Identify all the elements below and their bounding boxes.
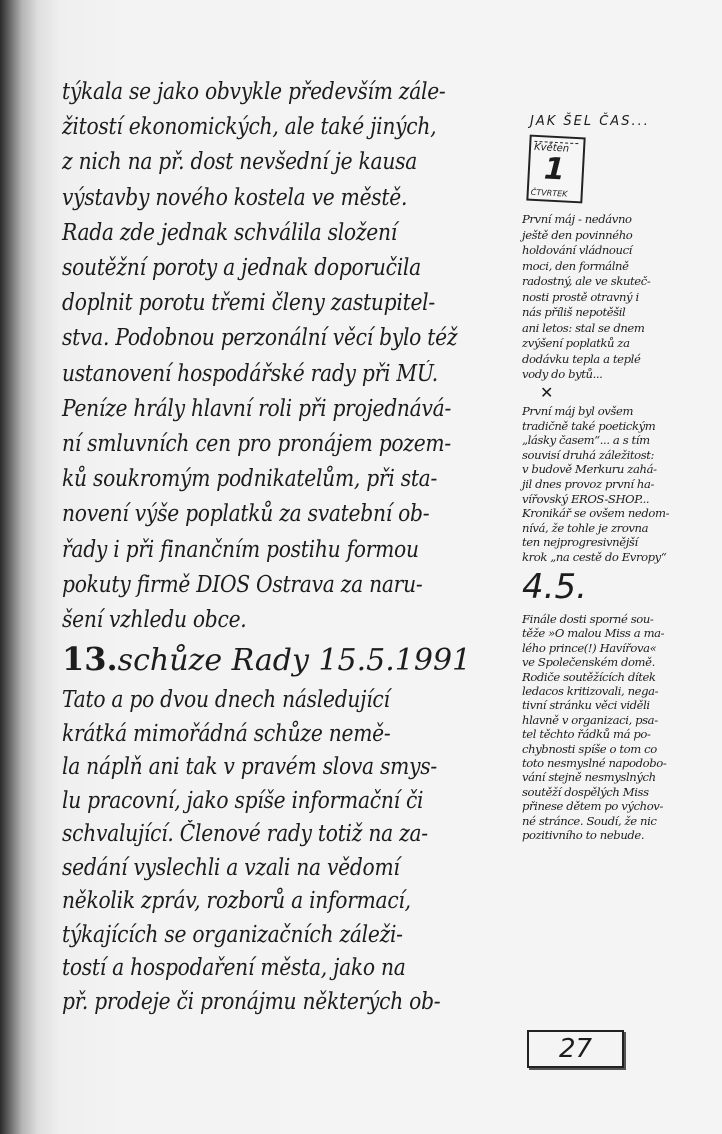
sidebar-line: toto nesmyslné napodobo- (522, 756, 667, 770)
sidebar-line: v budově Merkuru zahá- (522, 462, 657, 477)
sidebar-line: souvisí druhá záležitost: (522, 447, 655, 462)
text-line: několik zpráv, rozborů a informací, (62, 888, 411, 914)
sidebar-heading: JAK ŠEL ČAS... (530, 114, 650, 129)
sidebar-line: Finále dosti sporné sou- (522, 612, 654, 626)
sidebar-line: zvýšení poplatků za (522, 336, 630, 350)
sidebar-line: lého prince(!) Havířova« (522, 640, 657, 655)
sidebar-line: ten nejprogresivnější (522, 535, 638, 550)
sidebar-line: jil dnes provoz první ha- (522, 477, 655, 491)
page-number: 27 (527, 1030, 624, 1068)
sidebar-line: První máj - nedávno (522, 212, 632, 226)
text-line: sedání vyslechli a vzali na vědomí (62, 854, 400, 881)
sidebar-line: těže »O malou Miss a ma- (522, 626, 665, 641)
text-line: pokuty firmě DIOS Ostrava za naru- (62, 571, 423, 598)
text-line: schvalující. Členové rady totiž na za- (62, 821, 428, 847)
sidebar-line: vody do bytů... (522, 367, 603, 381)
separator-mark: ✕ (540, 383, 554, 402)
sidebar-line: ještě den povinného (522, 227, 633, 242)
calendar-icon (526, 135, 585, 204)
text-line: ustanovení hospodářské rady při MÚ. (62, 360, 438, 387)
sidebar-line: nosti prostě otravný i (522, 289, 639, 304)
sidebar-line: dodávku tepla a teplé (522, 351, 641, 366)
text-line: žitostí ekonomických, ale také jiných, (62, 114, 437, 141)
sidebar-line: tel těchto řádků má po- (522, 727, 651, 742)
text-line: tostí a hospodaření města, jako na (62, 955, 406, 981)
calendar-weekday: ČTVRTEK (530, 187, 568, 199)
text-line: novení výše poplatků za svatební ob- (62, 501, 430, 528)
text-line: la náplň ani tak v pravém slova smys- (62, 754, 437, 780)
text-line: šení vzhledu obce. (62, 607, 247, 633)
sidebar-line: holdování vládnoucí (522, 243, 632, 257)
sidebar-line: ledacos kritizovali, nega- (522, 684, 659, 698)
text-line: týkajících se organizačních záleži- (62, 921, 403, 948)
sidebar-line: chybnosti spíše o tom co (522, 741, 657, 756)
calendar-day: 1 (543, 151, 566, 188)
sidebar-line: né stránce. Soudí, že nic (522, 813, 657, 828)
text-line: Peníze hrály hlavní roli při projednává- (62, 395, 452, 422)
text-line: Rada zde jednak schválila složení (62, 219, 397, 246)
text-line: ků soukromým podnikatelům, při sta- (62, 466, 438, 493)
sidebar-line: „lásky časem“... a s tím (522, 433, 650, 448)
sidebar-line: vání stejně nesmyslných (522, 770, 656, 785)
text-line: krátká mimořádná schůze nemě- (62, 720, 391, 747)
sidebar-line: První máj byl ovšem (522, 404, 634, 418)
text-line: soutěžní poroty a jednak doporučila (62, 255, 421, 281)
sidebar-line: vířovský EROS-SHOP... (522, 491, 650, 506)
calendar-month: Květen (534, 141, 579, 155)
text-line: ní smluvních cen pro pronájem pozem- (62, 431, 451, 457)
sidebar-line: radostný, ale ve skuteč- (522, 274, 651, 288)
sidebar-line: krok „na cestě do Evropy“ (522, 550, 667, 564)
text-line: stva. Podobnou perzonální věcí bylo též (62, 325, 458, 352)
sidebar-line: pozitivního to nebude. (522, 828, 645, 842)
sidebar-line: nás příliš nepotěšil (522, 305, 626, 319)
text-line: výstavby nového kostela ve městě. (62, 184, 408, 211)
sidebar-line: tradičně také poetickým (522, 418, 656, 433)
sidebar-line: Kronikář se ovšem nedom- (522, 506, 670, 521)
text-line: Tato a po dvou dnech následující (62, 687, 390, 713)
sidebar-line: přinese dětem po výchov- (522, 799, 663, 814)
sidebar-line: tivní stránku věci viděli (522, 698, 650, 713)
text-line: př. prodeje či pronájmu některých ob- (62, 988, 441, 1015)
text-line: týkala se jako obvykle především zále- (62, 79, 446, 105)
sidebar-line: moci, den formálně (522, 258, 629, 273)
text-line: řady i při finančním postihu formou (62, 536, 419, 563)
sidebar-line: ani letos: stal se dnem (522, 320, 645, 335)
sidebar-date: 4.5. (522, 567, 587, 607)
sidebar-line: ve Společenském domě. (522, 655, 655, 670)
meeting-heading (62, 640, 471, 680)
text-line: lu pracovní, jako spíše informační či (62, 787, 424, 814)
text-line: doplnit porotu třemi členy zastupitel- (62, 290, 435, 317)
sidebar-line: Rodiče soutěžících dítek (522, 669, 656, 684)
heading-number: 13. (62, 640, 118, 678)
sidebar-line: soutěží dospělých Miss (522, 784, 649, 799)
heading-text: schůze Rady 15.5.1991 (117, 643, 472, 678)
sidebar-line: hlavně v organizaci, psa- (522, 712, 658, 727)
text-line: z nich na př. dost nevšední je kausa (62, 149, 418, 176)
sidebar-line: nívá, že tohle je zrovna (522, 520, 649, 535)
